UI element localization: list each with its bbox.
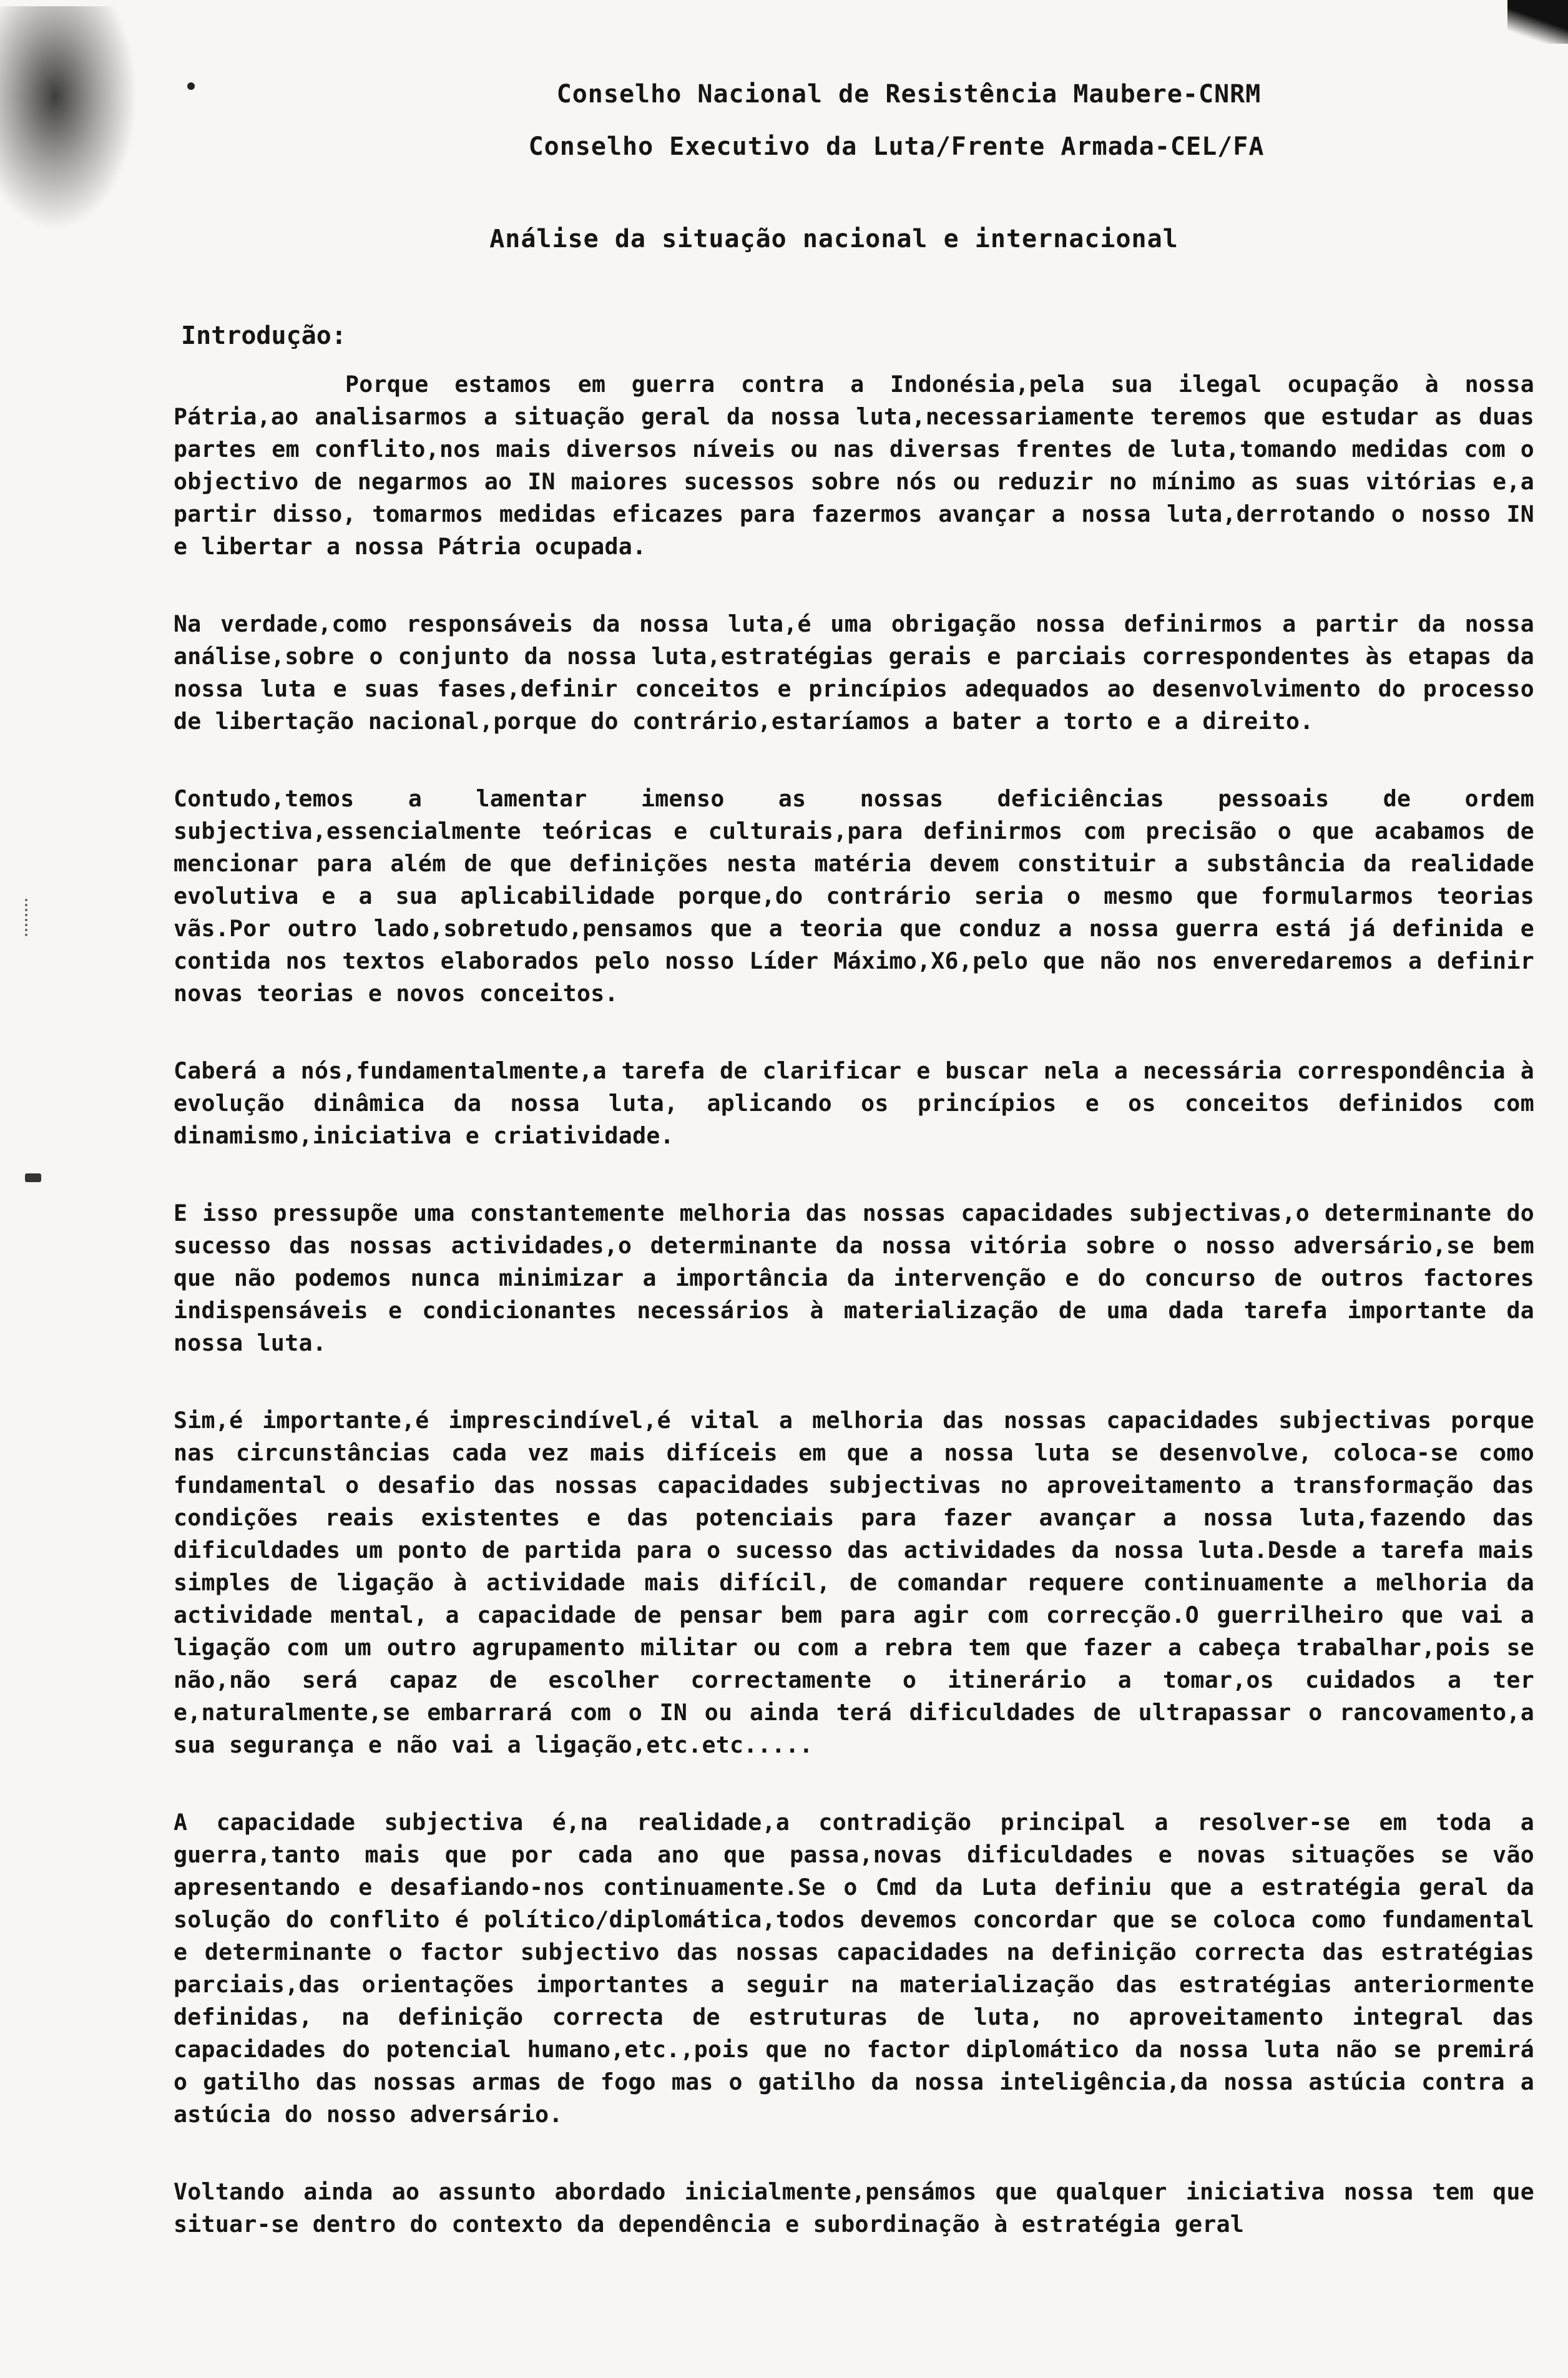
- paragraph: Voltando ainda ao assunto abordado inicialmente,pensámos que qualquer iniciativa nossa tem que situar-se dentro do contexto da dependência e subordinação à estratégia geral: [174, 2178, 1534, 2238]
- document-body: [174, 368, 1534, 2286]
- paragraph: Contudo,temos a lamentar imenso as nossas deficiências pessoais de ordem subjectiva,essencialmente teóricas e culturais,para definirmos com precisão o que acabamos de mencionar para além de que definições nesta matéria devem constituir a substância da realidade evolutiva e a sua aplicabilidade porque,do contrário seria o mesmo que formularmos teorias vãs.Por outro lado,sobretudo,pensamos que a teoria que conduz a nossa guerra está já definida e contida nos textos elaborados pelo nosso Líder Máximo,X6,pelo que não nos enveredaremos a definir novas teorias e novos conceitos.: [174, 785, 1534, 1007]
- document-title: Análise da situação nacional e internacional: [489, 225, 1178, 253]
- paragraph: Caberá a nós,fundamentalmente,a tarefa de clarificar e buscar nela a necessária correspondência à evolução dinâmica da nossa luta, aplicando os princípios e os conceitos definidos com dinamismo,iniciativa e criatividade.: [174, 1057, 1534, 1149]
- scan-margin-mark: [25, 1173, 41, 1182]
- header-line-1: Conselho Nacional de Resistência Maubere-CNRM: [556, 80, 1262, 109]
- scan-margin-mark: [25, 899, 39, 936]
- section-heading: Introdução:: [181, 321, 346, 350]
- scan-smudge-top-right: [1507, 0, 1568, 44]
- paragraph: Porque estamos em guerra contra a Indonésia,pela sua ilegal ocupação à nossa Pátria,ao analisarmos a situação geral da nossa luta,necessariamente teremos que estudar as duas partes em conflito,nos mais diversos níveis ou nas diversas frentes de luta,tomando medidas com o objectivo de negarmos ao IN maiores sucessos sobre nós ou reduzir no mínimo as suas vitórias e,a partir disso, tomarmos medidas eficazes para fazermos avançar a nossa luta,derrotando o nosso IN e libertar a nossa Pátria ocupada.: [174, 371, 1534, 560]
- paragraph: A capacidade subjectiva é,na realidade,a contradição principal a resolver-se em toda a guerra,tanto mais que por cada ano que passa,novas dificuldades e novas situações se vão apresentando e desafiando-nos continuamente.Se o Cmd da Luta definiu que a estratégia geral da solução do conflito é político/diplomática,todos devemos concordar que se coloca como fundamental e determinante o factor subjectivo das nossas capacidades na definição correcta das estratégias parciais,das orientações importantes a seguir na materialização das estratégias anteriormente definidas, na definição correcta de estruturas de luta, no aproveitamento integral das capacidades do potencial humano,etc.,pois que no factor diplomático da nossa luta não se premirá o gatilho das nossas armas de fogo mas o gatilho da nossa inteligência,da nossa astúcia contra a astúcia do nosso adversário.: [174, 1809, 1534, 2128]
- paragraph: Sim,é importante,é imprescindível,é vital a melhoria das nossas capacidades subjectivas porque nas circunstâncias cada vez mais difíceis em que a nossa luta se desenvolve, coloca-se como fundamental o desafio das nossas capacidades subjectivas no aproveitamento a transformação das condições reais existentes e das potenciais para fazer avançar a nossa luta,fazendo das dificuldades um ponto de partida para o sucesso das actividades da nossa luta.Desde a tarefa mais simples de ligação à actividade mais difícil, de comandar requere continuamente a melhoria da actividade mental, a capacidade de pensar bem para agir com correcção.O guerrilheiro que vai a ligação com um outro agrupamento militar ou com a rebra tem que fazer a cabeça trabalhar,pois se não,não será capaz de escolher correctamente o itinerário a tomar,os cuidados a ter e,naturalmente,se embarrará com o IN ou ainda terá dificuldades de ultrapassar o rancovamento,a sua segurança e não vai a ligação,etc.etc.....: [174, 1407, 1534, 1758]
- header-line-2: Conselho Executivo da Luta/Frente Armada-CEL/FA: [528, 132, 1265, 161]
- scan-smudge-top-left: [0, 6, 137, 231]
- paragraph: Na verdade,como responsáveis da nossa luta,é uma obrigação nossa definirmos a partir da nossa análise,sobre o conjunto da nossa luta,estratégias gerais e parciais correspondentes às etapas da nossa luta e suas fases,definir conceitos e princípios adequados ao desenvolvimento do processo de libertação nacional,porque do contrário,estaríamos a bater a torto e a direito.: [174, 610, 1534, 735]
- paragraph: E isso pressupõe uma constantemente melhoria das nossas capacidades subjectivas,o determinante do sucesso das nossas actividades,o determinante da nossa vitória sobre o nosso adversário,se bem que não podemos nunca minimizar a importância da intervenção e do concurso de outros factores indispensáveis e condicionantes necessários à materialização de uma dada tarefa importante da nossa luta.: [174, 1200, 1534, 1356]
